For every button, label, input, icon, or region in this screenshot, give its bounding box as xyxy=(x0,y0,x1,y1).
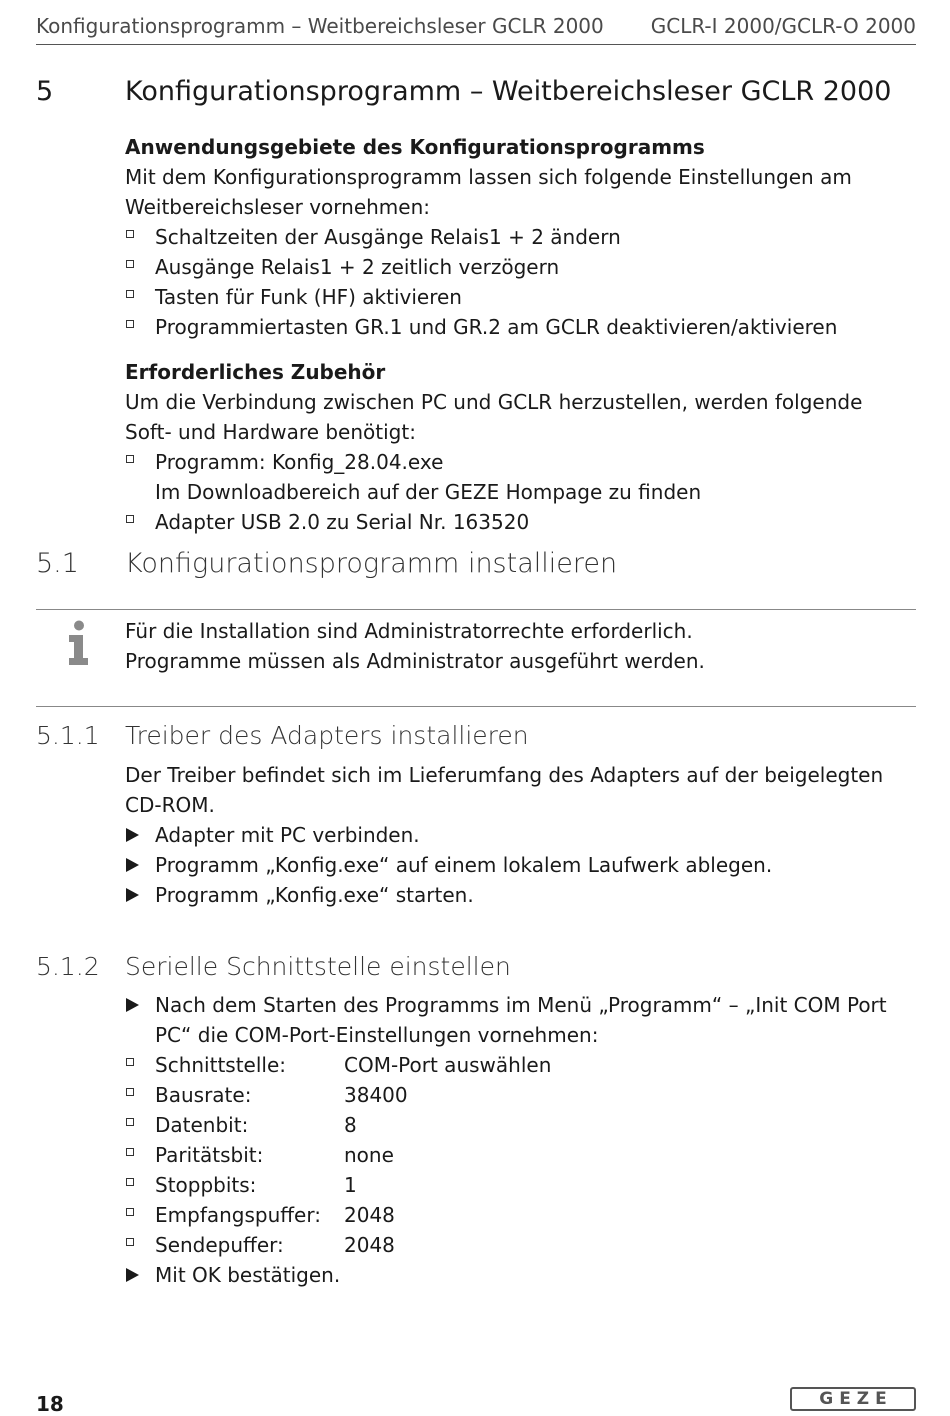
square-bullet-icon xyxy=(126,290,134,298)
square-bullet-icon xyxy=(126,1148,134,1156)
triangle-arrow-icon xyxy=(126,888,139,902)
square-bullet-icon xyxy=(126,1238,134,1246)
square-bullet-icon xyxy=(126,1118,134,1126)
running-header xyxy=(36,12,916,45)
square-bullet-icon xyxy=(126,320,134,328)
usage-heading: Anwendungsgebiete des Konfigurationsprogramms xyxy=(125,135,705,159)
step-item: Nach dem Starten des Programms im Menü „Programm“ – „Init COM Port PC“ die COM-Port-Einstellungen vornehmen: xyxy=(125,990,887,1050)
accessories-intro-line: Soft- und Hardware benötigt: xyxy=(125,420,416,444)
square-bullet-icon xyxy=(126,260,134,268)
note-bottom-rule xyxy=(36,706,916,707)
accessories-list xyxy=(125,447,701,537)
triangle-arrow-icon xyxy=(126,858,139,872)
square-bullet-icon xyxy=(126,1208,134,1216)
setting-item: Bausrate: 38400 xyxy=(125,1080,887,1110)
list-item: Schaltzeiten der Ausgänge Relais1 + 2 ändern xyxy=(125,222,837,252)
step-item: Programm „Konfig.exe“ starten. xyxy=(125,880,772,910)
page-number: 18 xyxy=(36,1392,64,1416)
section-5-1-number: 5.1 xyxy=(36,548,79,579)
driver-intro-line: CD-ROM. xyxy=(125,793,215,817)
accessories-intro xyxy=(125,387,862,447)
admin-note-line: Programme müssen als Administrator ausgeführt werden. xyxy=(125,649,705,673)
square-bullet-icon xyxy=(126,1058,134,1066)
usage-intro-line: Mit dem Konfigurationsprogramm lassen sich folgende Einstellungen am xyxy=(125,165,852,189)
list-item: Adapter USB 2.0 zu Serial Nr. 163520 xyxy=(125,507,701,537)
serial-steps xyxy=(125,990,887,1290)
section-5-1-title: Konfigurationsprogramm installieren xyxy=(125,548,618,579)
list-item: Ausgänge Relais1 + 2 zeitlich verzögern xyxy=(125,252,837,282)
triangle-arrow-icon xyxy=(126,998,139,1012)
driver-steps xyxy=(125,820,772,910)
setting-item: Schnittstelle: COM-Port auswählen xyxy=(125,1050,887,1080)
square-bullet-icon xyxy=(126,230,134,238)
header-title: Konfigurationsprogramm – Weitbereichsleser GCLR 2000 xyxy=(36,14,604,38)
driver-intro-line: Der Treiber befindet sich im Lieferumfang des Adapters auf der beigelegten xyxy=(125,763,884,787)
document-page xyxy=(36,0,916,1414)
section-5-title: Konfigurationsprogramm – Weitbereichsleser GCLR 2000 xyxy=(125,76,892,107)
driver-intro xyxy=(125,760,883,820)
setting-item: Sendepuffer: 2048 xyxy=(125,1230,887,1260)
usage-intro xyxy=(125,162,852,222)
list-item: Programm: Konfig_28.04.exe Im Downloadbereich auf der GEZE Hompage zu finden xyxy=(125,447,701,507)
square-bullet-icon xyxy=(126,1178,134,1186)
square-bullet-icon xyxy=(126,515,134,523)
list-item: Programmiertasten GR.1 und GR.2 am GCLR deaktivieren/aktivieren xyxy=(125,312,837,342)
header-product: GCLR-I 2000/GCLR-O 2000 xyxy=(650,14,916,38)
section-5-number: 5 xyxy=(36,76,54,107)
step-item: Programm „Konfig.exe“ auf einem lokalem Laufwerk ablegen. xyxy=(125,850,772,880)
accessories-intro-line: Um die Verbindung zwischen PC und GCLR herzustellen, werden folgende xyxy=(125,390,863,414)
triangle-arrow-icon xyxy=(126,828,139,842)
setting-item: Empfangspuffer: 2048 xyxy=(125,1200,887,1230)
admin-note xyxy=(125,616,705,676)
usage-list xyxy=(125,222,837,342)
step-item: Adapter mit PC verbinden. xyxy=(125,820,772,850)
setting-item: Stoppbits: 1 xyxy=(125,1170,887,1200)
section-5-1-1-title: Treiber des Adapters installieren xyxy=(125,721,529,750)
list-item: Tasten für Funk (HF) aktivieren xyxy=(125,282,837,312)
step-item: Mit OK bestätigen. xyxy=(125,1260,887,1290)
usage-intro-line: Weitbereichsleser vornehmen: xyxy=(125,195,431,219)
note-top-rule xyxy=(36,609,916,610)
geze-logo-text: GEZE xyxy=(819,1389,893,1409)
setting-item: Paritätsbit: none xyxy=(125,1140,887,1170)
accessories-heading: Erforderliches Zubehör xyxy=(125,360,386,384)
setting-item: Datenbit: 8 xyxy=(125,1110,887,1140)
section-5-1-1-number: 5.1.1 xyxy=(36,721,100,750)
square-bullet-icon xyxy=(126,1088,134,1096)
square-bullet-icon xyxy=(126,455,134,463)
geze-logo xyxy=(790,1387,916,1411)
section-5-1-2-title: Serielle Schnittstelle einstellen xyxy=(125,952,511,981)
triangle-arrow-icon xyxy=(126,1268,139,1282)
section-5-1-2-number: 5.1.2 xyxy=(36,952,100,981)
info-icon xyxy=(66,620,90,666)
admin-note-line: Für die Installation sind Administratorrechte erforderlich. xyxy=(125,619,693,643)
